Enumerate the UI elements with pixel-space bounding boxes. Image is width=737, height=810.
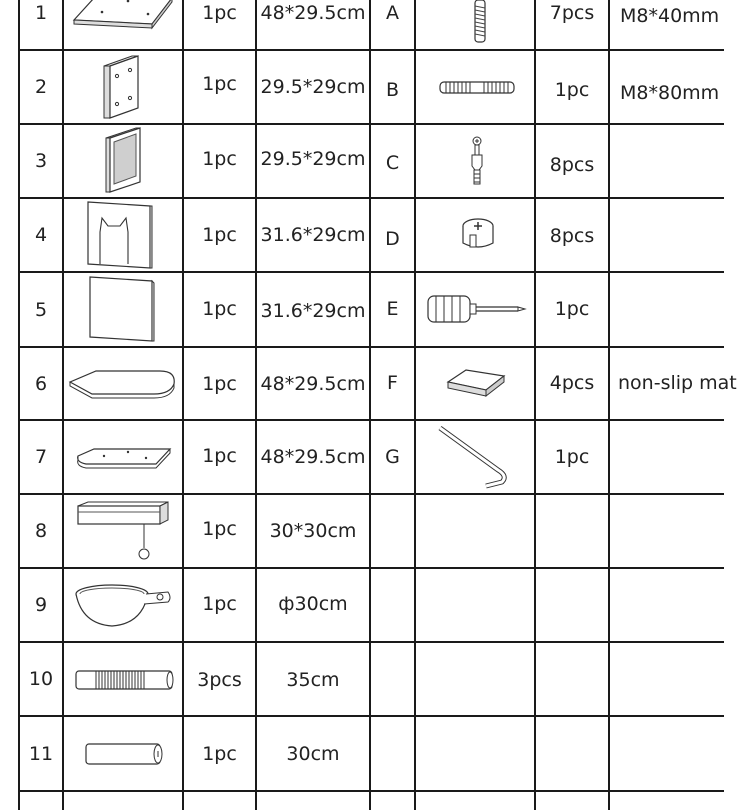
hardware-spec: [612, 125, 724, 197]
part-quantity: 1pc: [202, 297, 237, 320]
framed-panel-icon: [104, 126, 142, 198]
part-dimensions: 31.6*29cm: [260, 224, 366, 246]
part-dimensions: 29.5*29cm: [260, 76, 366, 98]
cat-ear-panel-icon: [86, 200, 156, 274]
vertical-bolt-icon: [470, 0, 490, 50]
part-quantity: 1pc: [202, 372, 237, 395]
row-divider: [19, 715, 724, 717]
rounded-shelf-icon: [66, 368, 180, 406]
column-divider: [62, 0, 64, 810]
hardware-quantity: 7pcs: [549, 2, 595, 24]
hardware-quantity: 8pcs: [549, 154, 595, 176]
hex-key-icon: [436, 424, 512, 494]
cam-lock-nut-icon: [458, 217, 498, 257]
hardware-spec: non-slip mat: [618, 371, 737, 394]
threaded-rod-icon: [438, 80, 518, 100]
side-panel-with-holes-icon: [100, 54, 142, 124]
part-quantity: 1pc: [202, 593, 237, 615]
part-number: 6: [34, 372, 48, 395]
part-quantity: 1pc: [202, 148, 237, 170]
part-dimensions: 29.5*29cm: [260, 148, 366, 170]
hardware-letter: A: [386, 2, 399, 24]
screwdriver-icon: [426, 292, 528, 330]
square-panel-icon: [88, 275, 156, 347]
part-quantity: 1pc: [202, 742, 237, 765]
hardware-spec: [612, 199, 724, 271]
hardware-quantity: 1pc: [554, 79, 590, 101]
part-dimensions: 30cm: [286, 742, 340, 765]
row-divider: [19, 493, 724, 495]
part-dimensions: 48*29.5cm: [260, 446, 366, 468]
part-number: 10: [28, 668, 54, 690]
hardware-letter: G: [385, 446, 400, 468]
part-quantity: 1pc: [202, 445, 237, 467]
part-number: 4: [34, 224, 48, 246]
part-number: 9: [34, 594, 48, 616]
flat-shelf-icon: [74, 446, 174, 476]
row-divider: [19, 641, 724, 643]
hardware-spec: [612, 421, 724, 493]
non-slip-pad-icon: [446, 366, 508, 404]
part-number: 11: [28, 742, 54, 765]
hardware-letter: E: [386, 297, 399, 320]
part-number: 2: [34, 76, 48, 98]
cam-bolt-icon: [466, 136, 488, 192]
hardware-quantity: 8pcs: [549, 225, 595, 247]
column-divider: [414, 0, 416, 810]
hardware-letter: B: [385, 79, 400, 101]
part-quantity: 1pc: [202, 73, 237, 95]
part-dimensions: 30*30cm: [269, 520, 357, 542]
hardware-spec: M8*80mm: [620, 82, 720, 104]
part-quantity: 1pc: [202, 224, 237, 246]
row-divider: [19, 790, 724, 792]
hardware-letter: C: [385, 152, 400, 174]
hardware-letter: F: [387, 371, 398, 394]
part-dimensions: 48*29.5cm: [260, 2, 366, 24]
hardware-quantity: 1pc: [554, 446, 590, 468]
hardware-letter: D: [385, 228, 400, 250]
part-number: 3: [34, 150, 48, 172]
hardware-spec: M8*40mm: [620, 5, 720, 27]
part-dimensions: 35cm: [286, 669, 340, 691]
flat-panel-board-icon: [68, 0, 178, 40]
part-number: 1: [34, 2, 48, 24]
part-number: 8: [34, 520, 48, 542]
hardware-spec: [612, 272, 724, 345]
part-quantity: 1pc: [202, 2, 237, 24]
part-dimensions: 31.6*29cm: [260, 299, 366, 322]
part-number: 5: [34, 298, 48, 321]
part-quantity: 1pc: [202, 518, 237, 540]
sisal-post-icon: [74, 669, 176, 695]
top-platform-with-toy-icon: [74, 500, 172, 568]
basket-bowl-icon: [72, 582, 174, 634]
part-number: 7: [34, 446, 48, 468]
part-dimensions: 48*29.5cm: [260, 372, 366, 395]
hardware-quantity: 1pc: [554, 297, 590, 320]
part-quantity: 3pcs: [197, 669, 242, 691]
hardware-quantity: 4pcs: [549, 371, 595, 394]
part-dimensions: ф30cm: [278, 593, 348, 615]
plain-post-icon: [84, 742, 166, 770]
